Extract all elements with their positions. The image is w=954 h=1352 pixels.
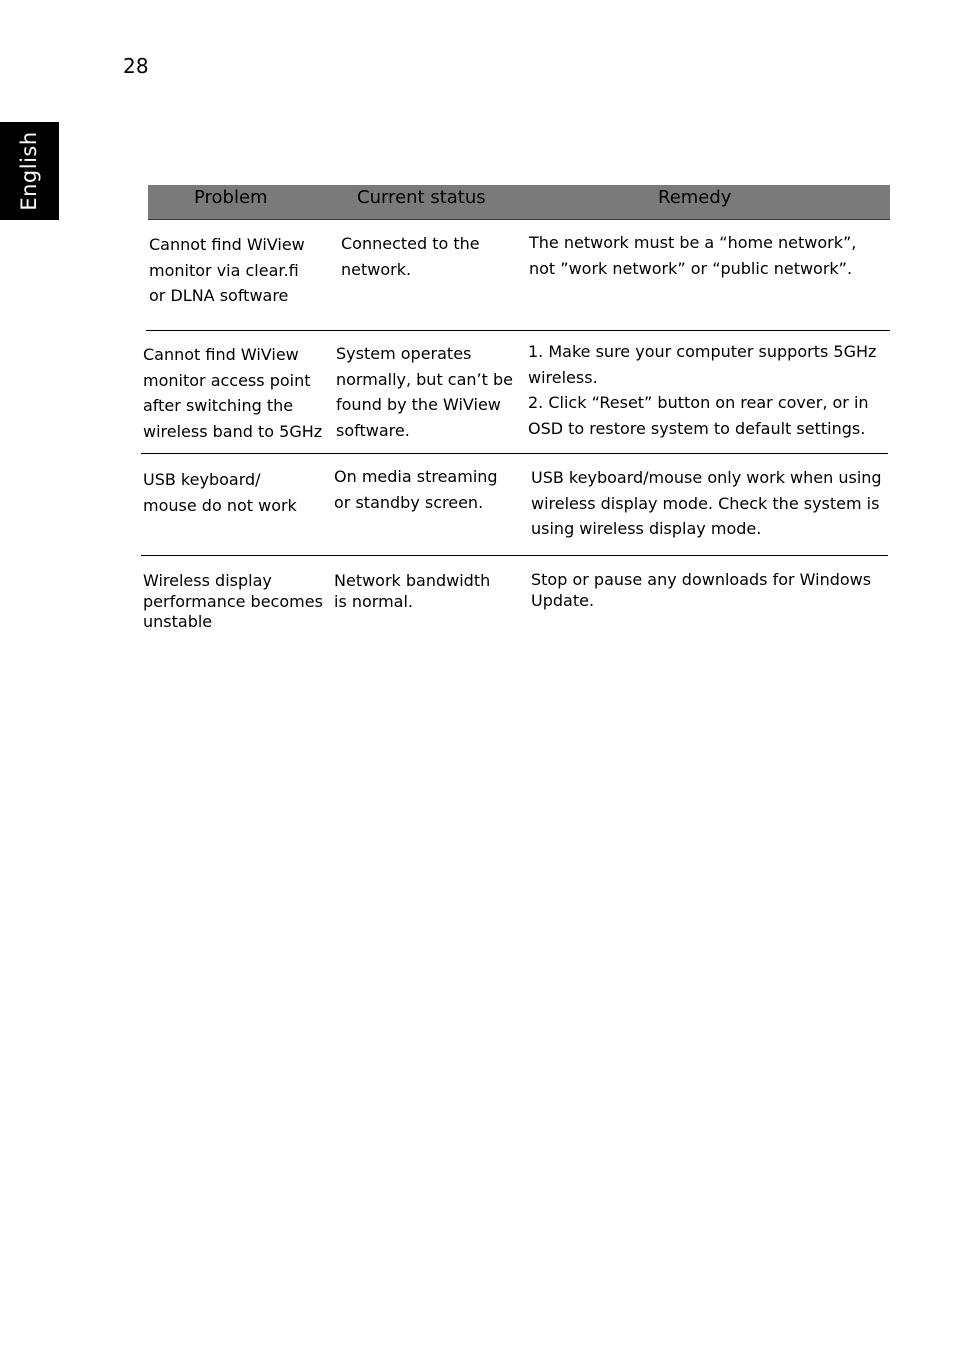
row-1-current-status: Connected to the network. <box>341 234 480 279</box>
row-2-remedy-step-2: 2. Click “Reset” button on rear cover, or in OSD to restore system to default settings. <box>528 393 869 438</box>
row-divider <box>141 555 888 556</box>
header-remedy: Remedy <box>658 187 732 208</box>
header-current-status: Current status <box>357 187 486 208</box>
row-2-problem: Cannot find WiView monitor access point after switching the wireless band to 5GHz <box>143 345 323 441</box>
row-1-problem: Cannot find WiView monitor via clear.fi or DLNA software <box>149 235 305 305</box>
page-number: 28 <box>123 54 149 78</box>
row-divider <box>146 330 890 331</box>
row-1-remedy-text: The network must be a “home network”, not ”work network” or “public network”. <box>529 233 857 278</box>
language-side-tab-label: English <box>17 131 41 211</box>
table-header <box>148 185 890 220</box>
row-2-current-status: System operates normally, but can’t be found by the WiView software. <box>336 344 513 440</box>
row-1-remedy <box>529 230 879 281</box>
row-4-current-status: Network bandwidth is normal. <box>334 571 491 611</box>
row-2-remedy <box>528 339 884 441</box>
row-3-remedy-text: USB keyboard/mouse only work when using wireless display mode. Check the system is using wireless display mode. <box>531 468 882 538</box>
row-3-remedy <box>531 465 887 542</box>
row-4-remedy <box>531 570 887 611</box>
row-3-problem: USB keyboard/ mouse do not work <box>143 470 297 515</box>
header-problem: Problem <box>194 187 268 208</box>
row-divider <box>141 453 888 454</box>
row-4-remedy-text: Stop or pause any downloads for Windows Update. <box>531 570 872 610</box>
row-2-remedy-step-1: 1. Make sure your computer supports 5GHz wireless. <box>528 342 877 387</box>
row-4-problem: Wireless display performance becomes unstable <box>143 571 323 631</box>
row-3-current-status: On media streaming or standby screen. <box>334 467 498 512</box>
